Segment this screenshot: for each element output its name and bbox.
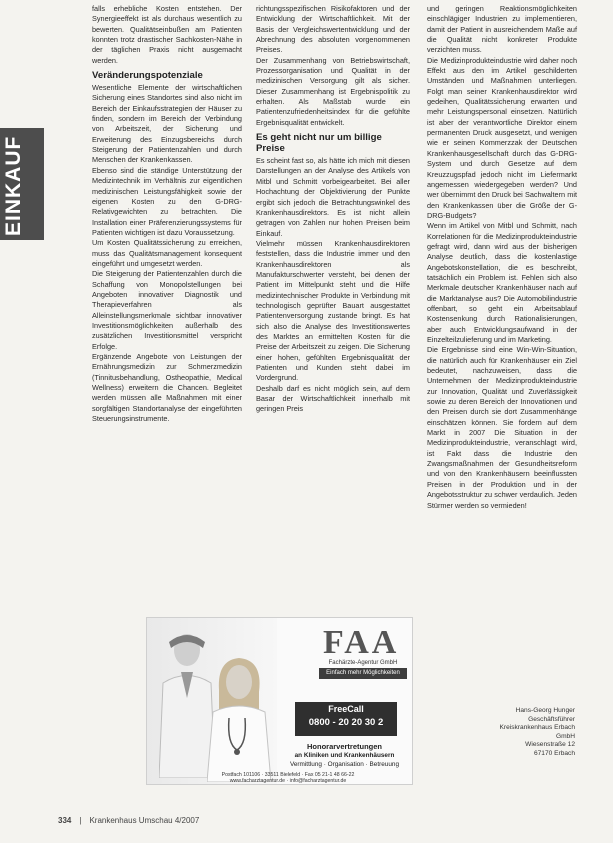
ad-headline: Honorarvertretungen: [306, 742, 382, 751]
doctor-female-icon: [207, 654, 271, 782]
section-tab-label: EINKAUF: [2, 135, 25, 236]
paragraph: und geringen Reaktionsmöglichkeiten einschlägiger Industrien zu implementieren, damit der Patient in ausreichendem Maße auf die Qualität nicht konkreter Produkte verzichten muss.: [427, 4, 577, 55]
ad-footer: [165, 772, 411, 784]
paragraph: Die Steigerung der Patientenzahlen durch die Schaffung von Monopolstellungen bei Angeboten innovativer Diagnostik und Therapieverfahren als Alleinstellungsmerkmale sichtbar innovativer Investitionsmöglichkeiten außerhalb des zusätzlichen Investitionsmittel verspricht Erfolge.: [92, 269, 242, 351]
author-title: Geschäftsführer: [528, 715, 575, 723]
paragraph: Der Zusammenhang von Betriebswirtschaft, Prozessorganisation und Qualität in der medizinischen Versorgung gilt als sicher. Dieser Zusammenhang ist Ergebnispolitik zu erhalten. Als Maßstab wurde ein Patientenzufriedenheitsindex für die gefühlte Ergebnisqualität entwickelt.: [256, 55, 410, 127]
text-column-3: [427, 4, 577, 511]
freecall-label: FreeCall: [328, 704, 364, 714]
paragraph: richtungsspezifischen Risikofaktoren und der Entwicklung der Wirtschaftlichkeit. Mit der Basis der Vergleichswertentwicklung und der Abrechnung des absoluten vorgenommenen Preises.: [256, 4, 410, 55]
faa-logo: FAA: [323, 624, 400, 661]
ad-line-2: an Kliniken und Krankenhäusern: [294, 752, 395, 759]
ad-postal-line: Postfach 101106 · 33511 Bielefeld · Fax 05 21-1 48 66-22: [221, 772, 355, 778]
text-column-2: [256, 4, 410, 415]
paragraph: Deshalb darf es nicht möglich sein, auf dem Basar der Wirtschaftlichkeit innerhalb mit geringen Preis: [256, 383, 410, 414]
paragraph: Um Kosten Qualitätssicherung zu erreichen, muss das Qualitätsmanagement konsequent eingeführt und umgesetzt werden.: [92, 238, 242, 268]
paragraph: Die Ergebnisse sind eine Win-Win-Situation, die natürlich auch für Krankenhäuser ein Ziel bedeutet, nachzuweisen, dass die Unternehmen der Medizinprodukteindustrie zur Innovation, Qualität und Zuverlässigkeit sowie zu deren Bereich der Innovationen und den Preisen durch sie dort Zusammenhänge einschätzen können. Sie fordern auf dem Markt in 2007 Die Situation in der Medizinprodukteindustrie, veranschlagt wird, ist Fakt dass die Industrie den Zwangsmaßnahmen der Gesundheitsreform und von den Krankenhäusern beeinflussten Preisen in der Produktion und in der Angebotsstruktur zu schwer verdaulich. Jeden Stürmer werden so vermieden!: [427, 345, 577, 510]
ad-line-3: Vermittlung · Organisation · Betreuung: [289, 761, 400, 768]
paragraph: Vielmehr müssen Krankenhausdirektoren feststellen, dass die Industrie immer und den Krankenhausdirektoren als Manufakturschwerter versteht, bei denen der Patient im Mittelpunkt steht und die Hilfe medizintechnischer Produkte in Verbindung mit technologisch geprüfter Bauart ausgestattet Patientenversorgung zustande bringt. Es hat sich also die Analyse des Investitionswertes des Marktes an ermittelten Kosten für die Preise der Arbeitszeit zu zeigen. Die Sicherung einer hohen, gefühlten Ergebnisqualität der Patienten und Kunden steht dabei im Vordergrund.: [256, 238, 410, 383]
author-name: Hans-Georg Hunger: [515, 707, 575, 714]
paragraph: Wesentliche Elemente der wirtschaftlichen Sicherung eines Standortes sind also nicht im Bereich der Einkaufsstrategien der Häuser zu finden, sondern im Bereich der Verbindung von Arbeitszeit, der Sicherung und Erweiterung des Einzugsbereichs durch Steigerung der Patientenzahlen und durch Menschen der Krankenkassen.: [92, 83, 242, 165]
page-footer: [58, 816, 199, 825]
author-address: [479, 707, 575, 759]
author-street: Wiesenstraße 12: [525, 741, 575, 749]
ad-photo: [147, 618, 277, 784]
section-heading: Veränderungspotenziale: [92, 70, 203, 82]
ad-web-link[interactable]: www.facharztagentur.de · info@facharztagentur.de: [229, 778, 347, 784]
section-heading: Es geht nicht nur um billige Preise: [256, 132, 382, 155]
ad-company-name: Fachärzte-Agentur GmbH: [328, 660, 398, 666]
footer-separator: |: [79, 816, 82, 825]
publication-name: Krankenhaus Umschau 4/2007: [89, 816, 200, 825]
paragraph: Ebenso sind die ständige Unterstützung der Medizintechnik im Verhältnis zur eigentlichen medizinischen Leistungsfähigkeit sowie der eigenen Kosten zu den G-DRG-Relativgewichten zu betrachten. Die Installation einer Präferenzierungssystems für Patienten wichtigen ist dazu Voraussetzung.: [92, 165, 242, 237]
ad-tagline: Einfach mehr Möglichkeiten: [319, 668, 407, 679]
page-number: 334: [58, 816, 72, 825]
paragraph: Die Medizinprodukteindustrie wird daher noch Effekt aus den im Artikel geschilderten Umständen und Maßnahmen unterliegen. Folgt man seiner Krankenhausdirektor wird gedeihen, Qualitätssicherung erwarten und mehr Leistungspersonal einsetzen. Natürlich ist aber der verantwortliche Direktor einem permanenten Druck ausgesetzt, und wenigen wie er seinen Kommerzzak der Deutschen Krankenhausgesellschaft durch das G-DRG-System und durch Gesetze auf dem Kreuzzugspfad jedoch nicht im Liefermarkt angemessen wiedergegeben werden? Und wer übernimmt den Druck bei Sachwaltern mit den Krankenkassen über die Größe der G-DRG-Budgets?: [427, 55, 577, 220]
author-company: Kreiskrankenhaus Erbach GmbH: [499, 724, 575, 740]
author-city: 67170 Erbach: [533, 749, 575, 757]
freecall-box[interactable]: [295, 702, 397, 736]
paragraph: falls erhebliche Kosten entstehen. Der Synergieeffekt ist als durchaus wesentlich zu bewerten. Qualitätseinbußen am Patienten konnten trotz drastischer Sachkosten-Nähe in der täglichen Praxis nicht ausgemacht werden.: [92, 4, 242, 65]
section-tab: [0, 128, 44, 240]
advertisement[interactable]: [146, 617, 413, 785]
text-column-1: [92, 4, 242, 424]
paragraph: Ergänzende Angebote von Leistungen der Ernährungsmedizin zur Schmerzmedizin (Tinnitusbehandlung, Ostheopathie, Medical Wellness) erweitern die Chancen. Begleitet werden müssen alle Maßnahmen mit einer sorgfältigen Standortanalyse der eingeführten Steuerungsinstrumente.: [92, 352, 242, 424]
freecall-number[interactable]: 0800 - 20 20 30 2: [308, 717, 384, 728]
paragraph: Wenn im Artikel von Mitbl und Schmitt, nach Korrelationen für die Medizinprodukteindustrie gefragt wird, dann wird aus der bisherigen Analyse deutlich, dass die kostenlastige Angebotskonstellation, die es beschreibt, tatsächlich ein Problem ist. Fehlen sich also Merkmale deutscher Krankenhäuser nach auf die Marktanalyse aus? Die Automobilindustrie offenbart, so geht ein Arbeitsablauf Kostensenkung durch Rationalisierungen, aber auch Entwicklungsaufwand in der Einzelteilzulieferung und im Marketing.: [427, 221, 577, 344]
paragraph: Es scheint fast so, als hätte ich mich mit diesen Darstellungen an der Analyse des Artikels von Mitbl und Schmitt vorbeigearbeitet. Bei aller Hochachtung der Objektivierung der Punkte ergibt sich jedoch die Betrachtungswinkel des Krankenhausdirektors. Es ist nicht allein getragen von Zahlen nur hohen Preisen beim Einkauf.: [256, 156, 410, 238]
